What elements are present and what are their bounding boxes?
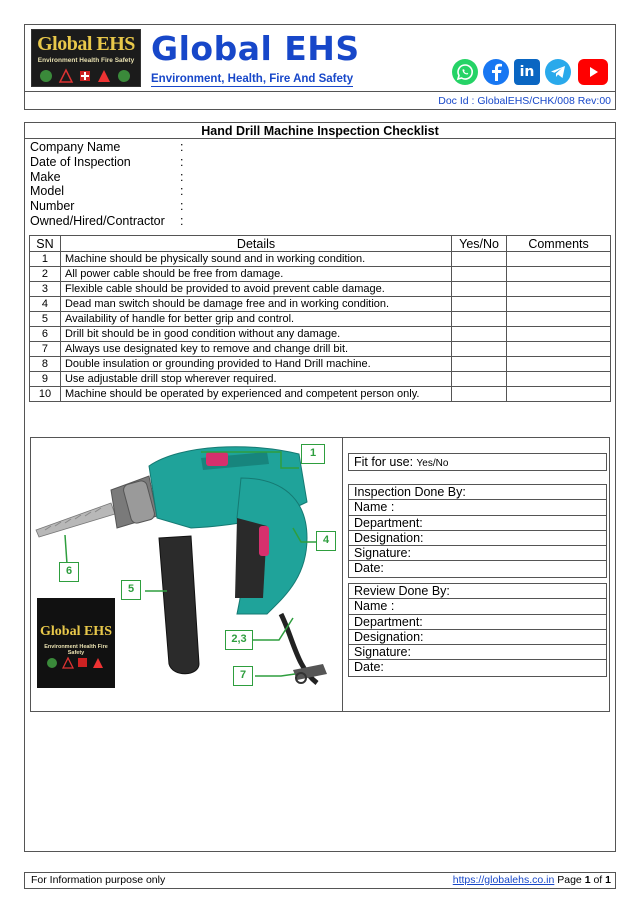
callout-5: 5 (121, 580, 141, 600)
row-yes-no-cell[interactable] (452, 372, 507, 387)
table-row (30, 342, 611, 357)
whatsapp-icon[interactable] (452, 59, 478, 85)
table-header-row (30, 236, 611, 252)
logo-safety-icons (36, 68, 136, 84)
logo-subtext: Environment Health Fire Safety (37, 57, 135, 64)
linkedin-icon[interactable]: in (514, 59, 540, 85)
document-header (24, 24, 616, 110)
review-signature-field[interactable]: Signature: (349, 645, 606, 660)
row-yes-no-cell[interactable] (452, 387, 507, 402)
callout-6: 6 (59, 562, 79, 582)
page-of: of (593, 874, 603, 886)
table-row (30, 282, 611, 297)
inspection-signature-field[interactable]: Signature: (349, 546, 606, 561)
row-comments-cell[interactable] (507, 267, 611, 282)
form-info-fields (30, 140, 190, 229)
header-sn: SN (30, 236, 61, 252)
review-title: Review Done By: (349, 584, 606, 599)
header-divider (25, 91, 615, 92)
logo-text: Global EHS (37, 33, 135, 55)
mini-logo-subtext: Environment Health Fire Safety (44, 644, 108, 656)
fit-for-use-field[interactable] (348, 453, 607, 471)
youtube-icon[interactable] (578, 59, 608, 85)
row-sn: 5 (30, 312, 61, 327)
row-comments-cell[interactable] (507, 312, 611, 327)
row-details: Machine should be physically sound and in working condition. (60, 252, 451, 267)
row-sn: 1 (30, 252, 61, 267)
row-comments-cell[interactable] (507, 297, 611, 312)
page-current: 1 (584, 874, 591, 886)
row-details: Drill bit should be in good condition without any damage. (60, 327, 451, 342)
table-row (30, 252, 611, 267)
table-row (30, 312, 611, 327)
row-comments-cell[interactable] (507, 387, 611, 402)
row-details: Double insulation or grounding provided to Hand Drill machine. (60, 357, 451, 372)
inspection-designation-field[interactable]: Designation: (349, 531, 606, 546)
inspection-date-field[interactable]: Date: (354, 561, 384, 576)
document-id: Doc Id : GlobalEHS/CHK/008 Rev:00 (438, 95, 611, 107)
fit-for-use-label: Fit for use: (354, 455, 414, 469)
footer-disclaimer: For Information purpose only (31, 874, 166, 886)
row-yes-no-cell[interactable] (452, 282, 507, 297)
brand-subtitle: Environment, Health, Fire And Safety (151, 73, 354, 85)
field-make[interactable]: Make : (30, 169, 184, 184)
header-comments: Comments (507, 236, 611, 252)
row-sn: 6 (30, 327, 61, 342)
field-model[interactable]: Model : (30, 184, 184, 199)
page-label: Page (557, 874, 582, 886)
table-row (30, 267, 611, 282)
row-yes-no-cell[interactable] (452, 267, 507, 282)
facebook-icon[interactable] (483, 59, 509, 85)
footer-right (453, 873, 611, 888)
row-comments-cell[interactable] (507, 327, 611, 342)
callout-1: 1 (301, 444, 325, 464)
row-yes-no-cell[interactable] (452, 342, 507, 357)
row-sn: 3 (30, 282, 61, 297)
row-sn: 2 (30, 267, 61, 282)
row-details: Machine should be operated by experienced and competent person only. (60, 387, 451, 402)
row-comments-cell[interactable] (507, 357, 611, 372)
row-yes-no-cell[interactable] (452, 312, 507, 327)
inspection-done-by-panel (348, 484, 607, 578)
row-sn: 4 (30, 297, 61, 312)
inspection-name-field[interactable]: Name : (349, 500, 606, 515)
row-sn: 8 (30, 357, 61, 372)
drill-illustration (31, 438, 342, 713)
row-details: Flexible cable should be provided to avoid prevent cable damage. (60, 282, 451, 297)
company-logo (31, 29, 141, 87)
field-ownership[interactable]: Owned/Hired/Contractor : (30, 213, 184, 228)
callout-4: 4 (316, 531, 336, 551)
telegram-icon[interactable] (545, 59, 571, 85)
header-details: Details (60, 236, 451, 252)
table-row (30, 372, 611, 387)
field-number[interactable]: Number : (30, 199, 184, 214)
page-total: 1 (605, 874, 611, 886)
row-sn: 10 (30, 387, 61, 402)
field-company-name[interactable]: Company Name : (30, 140, 184, 154)
form-title: Hand Drill Machine Inspection Checklist (25, 123, 615, 139)
header-yes-no: Yes/No (452, 236, 507, 252)
review-designation-field[interactable]: Designation: (349, 630, 606, 645)
callout-7: 7 (233, 666, 253, 686)
review-done-by-panel (348, 583, 607, 677)
row-comments-cell[interactable] (507, 342, 611, 357)
inspection-title: Inspection Done By: (349, 485, 606, 500)
field-date-of-inspection[interactable]: Date of Inspection : (30, 154, 184, 169)
inspection-department-field[interactable]: Department: (349, 516, 606, 531)
row-comments-cell[interactable] (507, 282, 611, 297)
row-details: Dead man switch should be damage free and in working condition. (60, 297, 451, 312)
row-details: All power cable should be free from damage. (60, 267, 451, 282)
row-sn: 7 (30, 342, 61, 357)
row-sn: 9 (30, 372, 61, 387)
row-details: Use adjustable drill stop wherever required. (60, 372, 451, 387)
review-name-field[interactable]: Name : (349, 599, 606, 614)
fit-for-use-value: Yes/No (416, 458, 449, 469)
callout-2-3: 2,3 (225, 630, 253, 650)
inspection-section (30, 437, 610, 712)
row-details: Always use designated key to remove and change drill bit. (60, 342, 451, 357)
mini-logo-text: Global EHS (40, 624, 112, 639)
page-footer (24, 872, 616, 889)
section-divider (342, 438, 343, 711)
mini-logo-icons (45, 656, 107, 670)
table-row (30, 357, 611, 372)
checklist-table (29, 235, 611, 402)
review-date-field[interactable]: Date: (354, 660, 384, 675)
row-comments-cell[interactable] (507, 372, 611, 387)
table-row (30, 297, 611, 312)
review-department-field[interactable]: Department: (349, 615, 606, 630)
row-comments-cell[interactable] (507, 252, 611, 267)
watermark-logo (37, 598, 115, 688)
row-yes-no-cell[interactable] (452, 297, 507, 312)
row-details: Availability of handle for better grip and control. (60, 312, 451, 327)
brand-title: Global EHS (151, 29, 360, 68)
row-yes-no-cell[interactable] (452, 252, 507, 267)
table-row (30, 327, 611, 342)
row-yes-no-cell[interactable] (452, 357, 507, 372)
website-link[interactable]: https://globalehs.co.in (452, 874, 555, 886)
table-row (30, 387, 611, 402)
row-yes-no-cell[interactable] (452, 327, 507, 342)
